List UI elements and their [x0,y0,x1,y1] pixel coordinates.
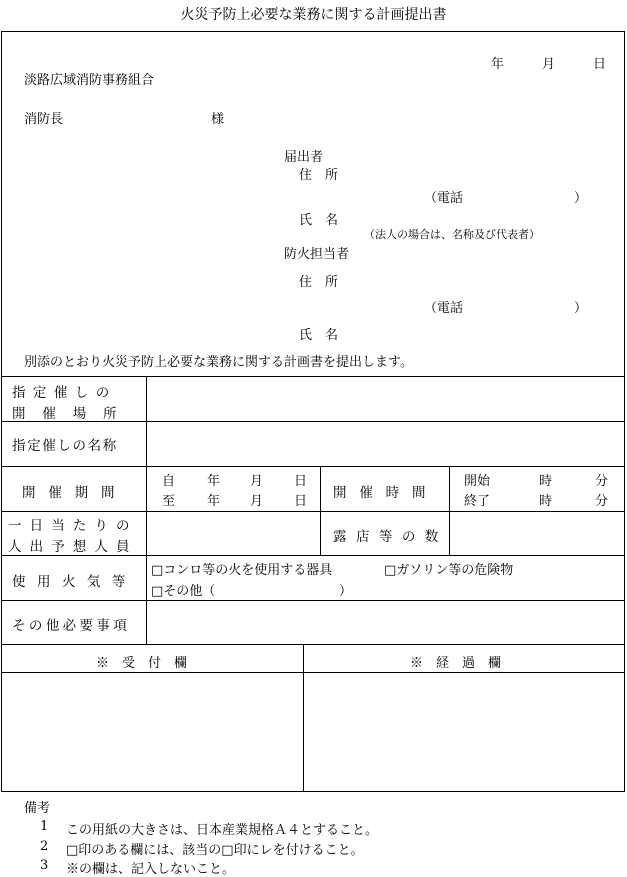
note-number: 3 [40,858,49,873]
date-year: 年 [491,57,505,72]
date-day: 日 [593,57,607,72]
column-divider [320,466,321,555]
end-minute: 分 [595,494,609,509]
option-other-close: ） [339,584,353,599]
column-divider [449,466,450,555]
fire-manager-name-label: 氏 名 [299,328,339,343]
fire-manager-phone-label: （電話 [424,301,464,316]
start-label: 開始 [464,474,491,489]
period-label: 開催期間 [22,485,128,501]
end-label: 終了 [464,494,491,509]
period-to-year: 年 [207,494,221,509]
fire-use-label: 使用火気等 [12,574,137,590]
row-divider [1,672,625,673]
note-number: 1 [40,819,49,834]
applicant-label: 届出者 [284,150,324,165]
row-divider [1,644,625,645]
column-divider [303,644,304,791]
page-title: 火災予防上必要な業務に関する計画提出書 [180,7,447,23]
start-minute: 分 [595,474,609,489]
period-from: 自 [162,474,176,489]
venue-label-line1: 指定催しの [12,385,117,401]
applicant-phone-close: ） [574,191,588,206]
note-text: ※の欄は、記入しないこと。 [66,862,236,877]
applicant-address-label: 住 所 [299,168,339,183]
option-stove[interactable]: □コンロ等の火を使用する器具 [151,563,333,578]
period-to-month: 月 [250,494,264,509]
note-text: この用紙の大きさは、日本産業規格Ａ４とすること。 [66,823,379,838]
row-divider [1,466,625,467]
attendance-label-line2: 人出予想人員 [8,539,138,555]
notes-heading: 備考 [24,801,51,816]
attendance-label-line1: 一日当たりの [8,518,138,534]
period-to: 至 [162,494,176,509]
row-divider [1,511,625,512]
other-matters-label: その他必要事項 [12,618,131,634]
start-hour: 時 [539,474,553,489]
note-number: 2 [40,839,49,854]
honorific: 様 [211,112,225,127]
applicant-phone-label: （電話 [424,191,464,206]
addressee-org: 淡路広域消防事務組合 [24,73,155,88]
time-label: 開催時間 [333,485,439,501]
reception-header: ※ 受 付 欄 [96,656,188,671]
corporate-note: （法人の場合は、名称及び代表者） [364,228,540,241]
venue-label-line2: 開催場所 [12,406,134,422]
period-from-month: 月 [250,474,264,489]
submission-statement: 別添のとおり火災予防上必要な業務に関する計画書を提出します。 [24,355,413,370]
period-to-day: 日 [294,494,308,509]
row-divider [1,555,625,556]
period-from-day: 日 [294,474,308,489]
row-divider [1,600,625,601]
row-divider [1,376,625,377]
fire-manager-address-label: 住 所 [299,275,339,290]
end-hour: 時 [539,494,553,509]
option-other[interactable]: □その他（ [151,584,216,599]
date-month: 月 [542,57,556,72]
fire-manager-label: 防火担当者 [284,247,350,262]
applicant-name-label: 氏 名 [299,213,339,228]
event-name-label: 指定催しの名称 [12,438,118,454]
stalls-label: 露店等の数 [333,529,448,545]
note-text: □印のある欄には、該当の□印にレを付けること。 [66,843,364,858]
column-divider [146,376,147,644]
addressee-chief: 消防長 [24,112,64,127]
period-from-year: 年 [207,474,221,489]
progress-header: ※ 経 過 欄 [410,656,502,671]
fire-manager-phone-close: ） [574,301,588,316]
option-gasoline[interactable]: □ガソリン等の危険物 [384,563,514,578]
